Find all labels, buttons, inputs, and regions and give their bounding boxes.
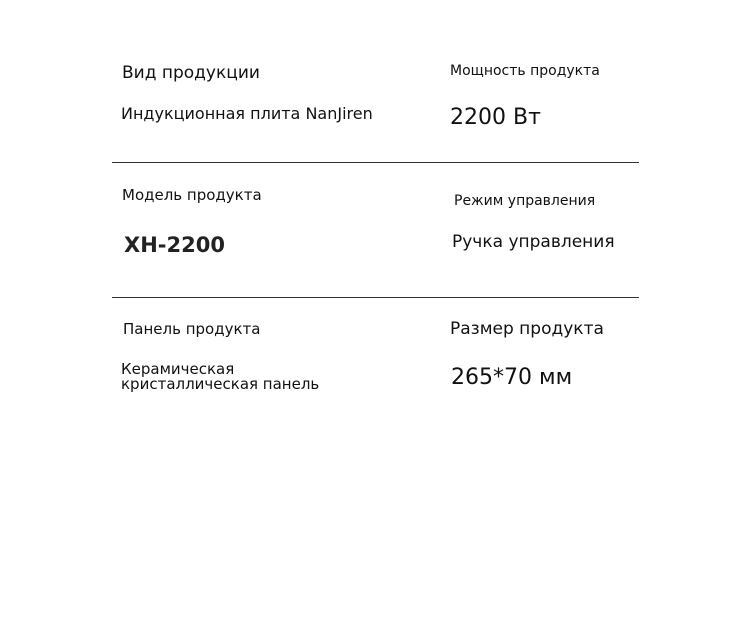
model-label: Модель продукта xyxy=(122,186,262,204)
power-label: Мощность продукта xyxy=(450,63,600,79)
size-label: Размер продукта xyxy=(450,319,604,339)
power-value: 2200 Вт xyxy=(450,105,541,130)
control-value: Ручка управления xyxy=(452,232,615,252)
panel-value-line2: кристаллическая панель xyxy=(121,375,320,393)
size-value: 265*70 мм xyxy=(451,365,573,390)
panel-label: Панель продукта xyxy=(123,320,261,338)
product-type-label: Вид продукции xyxy=(122,63,260,83)
row-divider xyxy=(112,162,639,163)
panel-value-line1: Керамическая xyxy=(121,360,235,378)
product-type-value: Индукционная плита NanJiren xyxy=(121,104,373,123)
control-label: Режим управления xyxy=(454,193,596,209)
model-value: XH-2200 xyxy=(124,233,225,257)
row-divider xyxy=(112,297,639,298)
